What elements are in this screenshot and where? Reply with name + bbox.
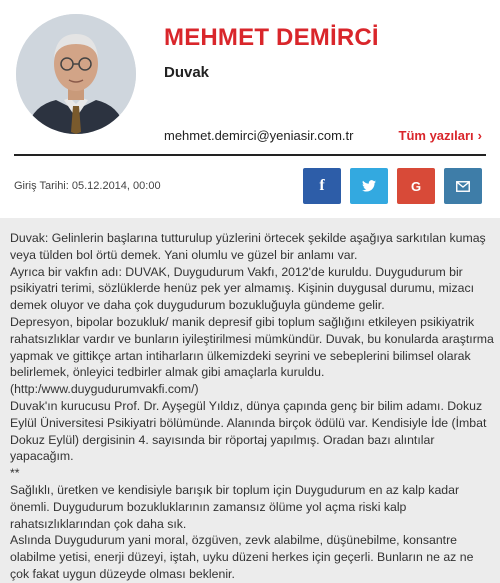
all-posts-label: Tüm yazıları <box>398 128 474 143</box>
facebook-icon: f <box>319 177 325 194</box>
email-share-button[interactable] <box>444 168 482 204</box>
article-paragraph: Depresyon, bipolar bozukluk/ manik depresif gibi toplum sağlığını etkileyen psikiyatrik rahatsızlıklar vardır ve bunların iyileştirilmesi mümkündür. Duvak, bu konularda araştırma yapmak ve gittikçe artan intiharların ülkemizdeki seyrini ve sebeplerini bilimsel olarak belirlemek, önleyici tedbirler almak gibi amaçlarla kuruldu. (http:/www.duygudurumvakfi.com/) <box>10 314 494 397</box>
article-paragraph: Duvak'ın kurucusu Prof. Dr. Ayşegül Yıldız, dünya çapında genç bir bilim adamı. Dokuz Eylül Üniversitesi Psikiyatri bölümünde. Alanında birçok ödülü var. Kendisiyle İde (İmbat Dokuz Eylül) dergisinin 4. sayısında bir röportaj yapılmış. Oradan bazı alıntılar yapacağım. <box>10 398 487 464</box>
chevron-right-icon: › <box>477 128 482 143</box>
divider <box>14 154 486 156</box>
facebook-share-button[interactable] <box>303 168 341 204</box>
article-paragraph: Duvak: Gelinlerin başlarına tutturulup yüzlerini örtecek şekilde aşağıya sarkıtılan kumaş veya tülden bol örtü demek. Yani olumlu ve güzel bir anlamı var. <box>10 231 486 262</box>
author-header <box>0 0 500 218</box>
article-paragraph: Ayrıca bir vakfın adı: DUVAK, Duygudurum Vakfı, 2012'de kuruldu. Duygudurum bir psikiyatri terimi, sözlüklerde henüz pek yer almamış. Kişinin duygusal durumu, mizacı demek oluyor ve daha çok duygudurum bozukluğuyla gündeme gelir. <box>10 264 475 313</box>
article-paragraph: Aslında Duygudurum yani moral, özgüven, zevk alabilme, düşünebilme, konsantre olabilme yetisi, enerji düzeyi, iştah, uyku düzeni herkes için geçerli. Bunların ne az ne çok fakat uygun düzeyde olması beklenir. <box>10 533 474 581</box>
all-posts-link[interactable] <box>399 128 482 143</box>
article-separator: ** <box>10 466 20 481</box>
article-paragraph: Sağlıklı, üretken ve kendisiyle barışık bir toplum için Duygudurum en az kalp kadar önemli. Duygudurum bozukluklarının zamansız ölüme yol açma riski kalp rahatsızlıklarından çok daha sık. <box>10 482 460 531</box>
twitter-share-button[interactable] <box>350 168 388 204</box>
entry-date: Giriş Tarihi: 05.12.2014, 00:00 <box>14 180 161 192</box>
column-title: Duvak <box>164 64 210 81</box>
author-photo <box>16 14 136 134</box>
google-share-button[interactable] <box>397 168 435 204</box>
twitter-icon <box>362 180 376 192</box>
author-email[interactable]: mehmet.demirci@yeniasir.com.tr <box>164 128 354 143</box>
article-body <box>0 230 500 583</box>
google-icon: G <box>410 178 422 194</box>
author-name[interactable]: MEHMET DEMİRCİ <box>164 24 379 51</box>
author-avatar[interactable] <box>16 14 136 134</box>
envelope-icon <box>456 181 470 192</box>
